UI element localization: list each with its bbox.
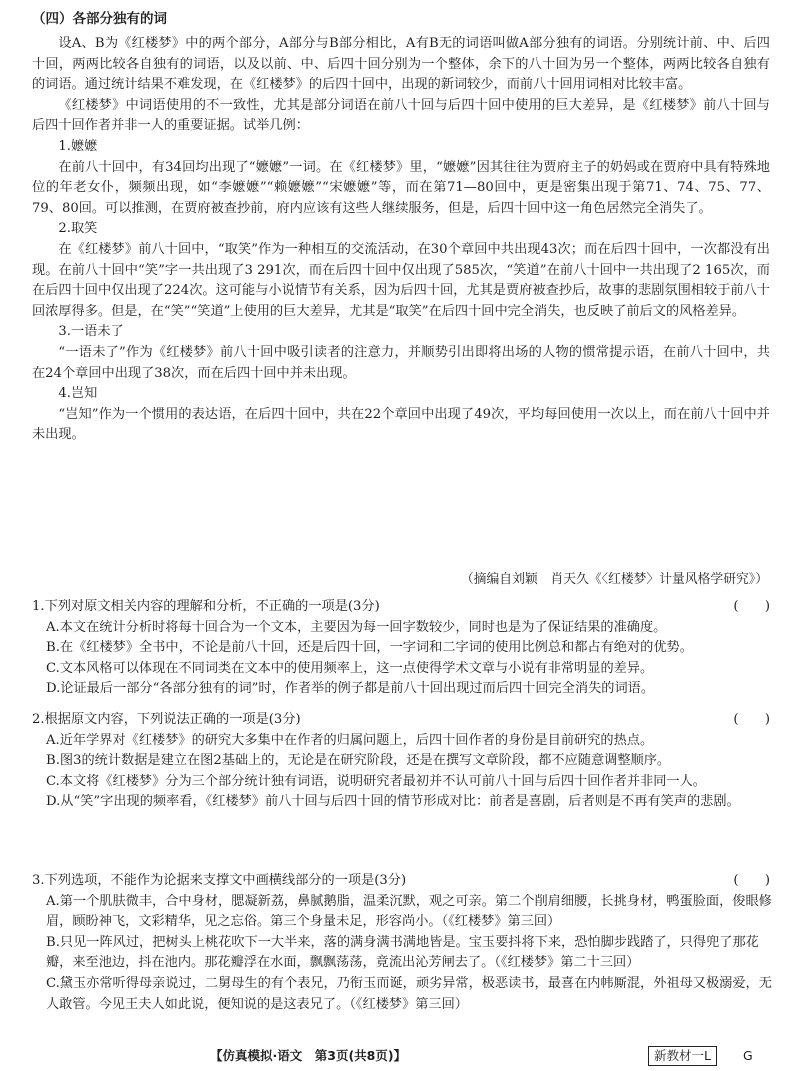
- intro-paragraph-1: 设A、B为《红楼梦》中的两个部分，A部分与B部分相比，A有B无的词语叫做A部分独有的词语。分别统计前、中、后四十回，两两比较各自独有的词语，以及以前、中、后四十回分别为一个整体，余下的八十回为另一个整体，两两比较各自独有的词语。通过统计结果不难发现，在《红楼梦》的后四十回中，出现的新词较少，而前八十回用词相对比较丰富。: [32, 36, 770, 93]
- question-2: [32, 710, 772, 813]
- question-3: [32, 871, 772, 1015]
- q1-option-a: A.本文在统计分析时将每十回合为一个文本，主要因为每一回字数较少，同时也是为了保证结果的准确度。: [46, 619, 667, 635]
- intro-paragraph-2: 《红楼梦》中词语使用的不一致性，尤其是部分词语在前八十回与后四十回中使用的巨大差异，是《红楼梦》前八十回与后四十回作者并非一人的重要证据。试举几例：: [32, 97, 770, 134]
- footer-code: G: [743, 1048, 753, 1063]
- example-text-1: 在前八十回中，有34回均出现了“嬷嬷”一词。在《红楼梦》里，“嬷嬷”因其往往为贾府主子的奶妈或在贾府中具有特殊地位的年老女仆，频频出现，如“李嬷嬷”“赖嬷嬷”“宋嬷嬷”等，而在第71—80回中，更是密集出现于第71、74、75、77、79、80回。可以推测，在贾府被查抄前，府内应该有这些人继续服务，但是，后四十回中这一角色居然完全消失了。: [32, 159, 770, 216]
- q1-option-b: B.在《红楼梦》全书中，不论是前八十回，还是后四十回，一字词和二字词的使用比例总和都占有绝对的优势。: [46, 640, 693, 656]
- example-heading-1: 1.嬷嬷: [58, 138, 98, 154]
- q1-option-c: C.文本风格可以体现在不同词类在文本中的使用频率上，这一点使得学术文章与小说有非常明显的差异。: [46, 660, 654, 676]
- question-3-stem: 3.下列选项，不能作为论据来支撑文中画横线部分的一项是(3分): [32, 873, 407, 888]
- q1-option-d: D.论证最后一部分“各部分独有的词”时，作者举的例子都是前八十回出现过而后四十回完全消失的词语。: [46, 681, 655, 697]
- q2-option-d: D.从“笑”字出现的频率看，《红楼梦》前八十回与后四十回的情节形成对比：前者是喜剧，后者则是不再有笑声的悲剧。: [46, 794, 740, 810]
- footer-edition-badge: 新教材一L: [648, 1046, 717, 1066]
- q3-option-b: B.只见一阵风过，把树头上桃花吹下一大半来，落的满身满书满地皆是。宝玉要抖将下来，恐怕脚步践踏了，只得兜了那花瓣，来至池边，抖在池内。那花瓣浮在水面，飘飘荡荡，竟流出沁芳闸去了。（《红楼梦》第二十三回）: [46, 934, 759, 971]
- q2-option-c: C.本文将《红楼梦》分为三个部分统计独有词语，说明研究者最初并不认可前八十回与后四十回作者并非同一人。: [46, 773, 706, 789]
- example-text-4: “岂知”作为一个惯用的表达语，在后四十回中，共在22个章回中出现了49次，平均每回使用一次以上，而在前八十回中并未出现。: [32, 406, 770, 443]
- q3-option-c: C.黛玉亦常听得母亲说过，二舅母生的有个表兄，乃衔玉而诞，顽劣异常，极恶读书，最喜在内帏厮混，外祖母又极溺爱，无人敢管。今见王夫人如此说，便知说的是这表兄了。（《红楼梦》第三回）: [46, 975, 772, 1012]
- example-text-3: “一语未了”作为《红楼梦》前八十回中吸引读者的注意力，并顺势引出即将出场的人物的惯常提示语，在前八十回中，共在24个章回中出现了38次，而在后四十回中并未出现。: [32, 344, 770, 381]
- answer-blank-1[interactable]: ( ): [733, 599, 770, 614]
- answer-blank-2[interactable]: ( ): [733, 712, 770, 727]
- example-text-2: 在《红楼梦》前八十回中，“取笑”作为一种相互的交流活动，在30个章回中共出现43次；而在后四十回中，一次都没有出现。在前八十回中“笑”字一共出现了3 291次，而在后四十回中仅出现了585次，“笑道”在前八十回中一共出现了2 165次，而在后四十回中仅出现了224次。这可能与小说情节有关系，因为后四十回，尤其是贾府被查抄后，故事的悲剧氛围相较于前八十回浓厚得多。但是，在“笑”“笑道”上使用的巨大差异，尤其是“取笑”在后四十回中完全消失，也反映了前后文的风格差异。: [32, 241, 770, 319]
- example-heading-2: 2.取笑: [58, 221, 98, 237]
- article-body: [32, 34, 770, 446]
- example-heading-3: 3.一语未了: [58, 324, 124, 340]
- question-1-stem: 1.下列对原文相关内容的理解和分析，不正确的一项是(3分): [32, 599, 380, 614]
- section-title: （四）各部分独有的词: [32, 11, 167, 27]
- question-2-stem: 2.根据原文内容，下列说法正确的一项是(3分): [32, 712, 301, 727]
- q3-option-a: A.第一个肌肤微丰，合中身材，腮凝新荔，鼻腻鹅脂，温柔沉默，观之可亲。第二个削肩细腰，长挑身材，鸭蛋脸面，俊眼修眉，顾盼神飞，文彩精华，见之忘俗。第三个身量未足，形容尚小。（《红楼梦》第三回）: [46, 893, 772, 930]
- answer-blank-3[interactable]: ( ): [733, 873, 770, 888]
- question-1: [32, 597, 772, 700]
- example-heading-4: 4.岂知: [58, 386, 98, 402]
- q2-option-a: A.近年学界对《红楼梦》的研究大多集中在作者的归属问题上，后四十回作者的身份是目前研究的热点。: [46, 732, 654, 748]
- page-footer: [0, 1046, 794, 1068]
- footer-page-info: 【仿真模拟·语文 第3页(共8页)】: [210, 1048, 407, 1063]
- q2-option-b: B.图3的统计数据是建立在图2基础上的，无论是在研究阶段，还是在撰写文章阶段，都不应随意调整顺序。: [46, 753, 671, 769]
- source-note: （摘编自刘颖 肖天久《〈红楼梦〉计量风格学研究》）: [460, 572, 768, 587]
